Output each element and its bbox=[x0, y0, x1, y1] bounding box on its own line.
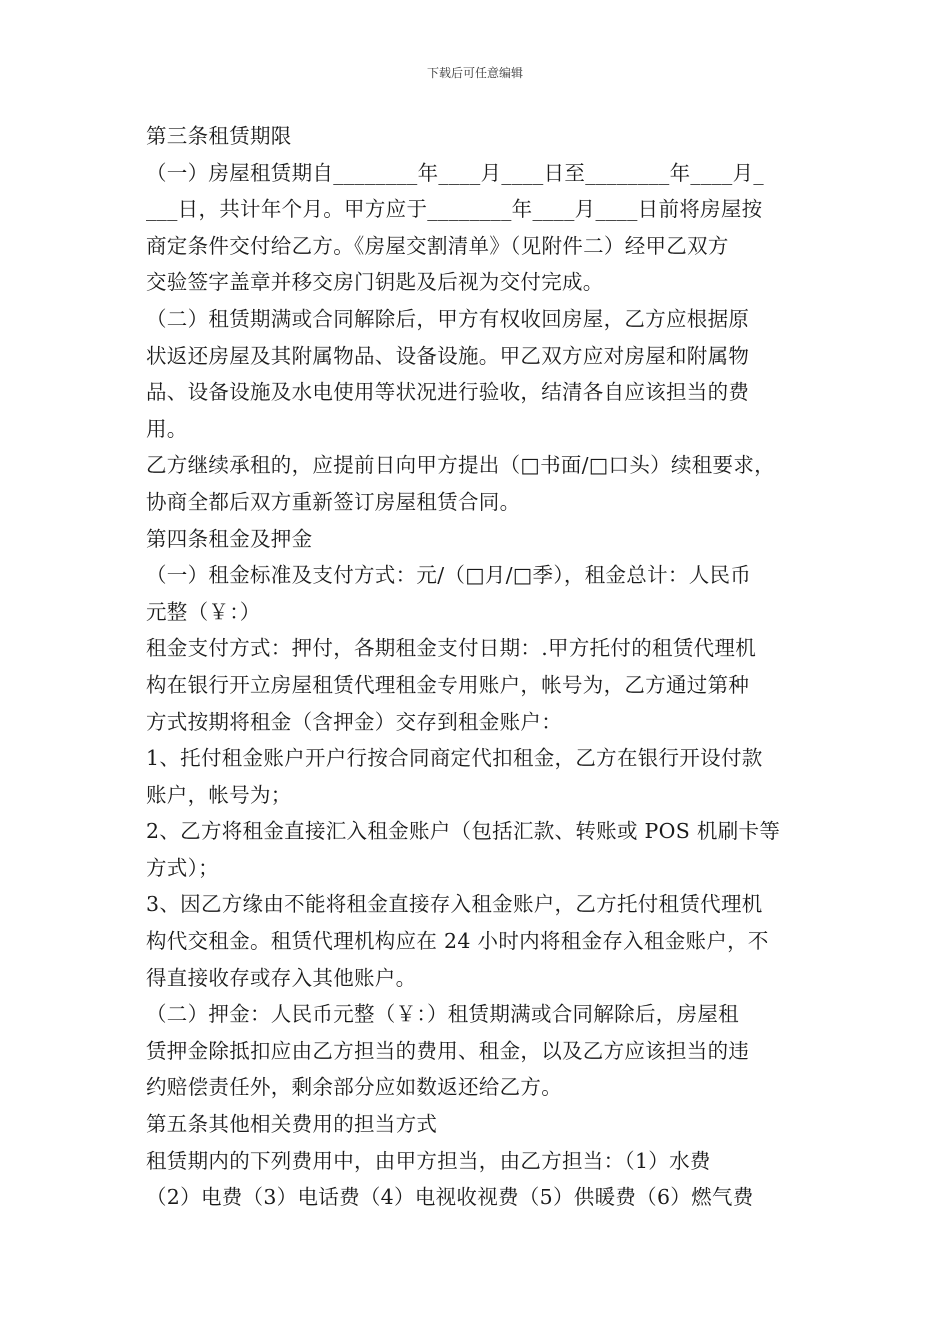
page-header: 下载后可任意编辑 bbox=[426, 66, 523, 80]
contract-body bbox=[146, 118, 826, 1216]
section-heading-article-5: 第五条其他相关费用的担当方式 bbox=[146, 1112, 438, 1137]
paragraph-line: 品、设备设施及水电使用等状况进行验收，结清各自应该担当的费 bbox=[146, 380, 750, 405]
paragraph-line: ___日，共计年个月。甲方应于________年____月____日前将房屋按 bbox=[146, 197, 763, 222]
list-item-line: 得直接收存或存入其他账户。 bbox=[146, 965, 417, 990]
paragraph-line: 元整（￥：） bbox=[146, 599, 261, 624]
paragraph-line: 约赔偿责任外，剩余部分应如数返还给乙方。 bbox=[146, 1075, 562, 1100]
paragraph-line: 用。 bbox=[146, 416, 188, 441]
paragraph-line: （二）押金：人民币元整（￥：）租赁期满或合同解除后，房屋租 bbox=[146, 1002, 739, 1027]
paragraph-line: （一）房屋租赁期自________年____月____日至________年____月_ bbox=[146, 160, 764, 185]
paragraph-line: 租金支付方式：押付，各期租金支付日期：.甲方托付的租赁代理机 bbox=[146, 636, 757, 661]
list-item-line: 2、乙方将租金直接汇入租金账户（包括汇款、转账或 POS 机刷卡等 bbox=[146, 819, 781, 844]
paragraph-line: 协商全都后双方重新签订房屋租赁合同。 bbox=[146, 489, 521, 514]
paragraph-line: 交验签字盖章并移交房门钥匙及后视为交付完成。 bbox=[146, 270, 604, 295]
paragraph-line: （二）租赁期满或合同解除后，甲方有权收回房屋，乙方应根据原 bbox=[146, 306, 750, 331]
list-item-line: 3、因乙方缘由不能将租金直接存入租金账户，乙方托付租赁代理机 bbox=[146, 892, 763, 917]
list-item-line: 构代交租金。租赁代理机构应在 24 小时内将租金存入租金账户，不 bbox=[146, 929, 769, 954]
paragraph-line: 赁押金除抵扣应由乙方担当的费用、租金，以及乙方应该担当的违 bbox=[146, 1038, 750, 1063]
section-heading-article-4: 第四条租金及押金 bbox=[146, 526, 313, 551]
paragraph-line: （2）电费（3）电话费（4）电视收视费（5）供暖费（6）燃气费 bbox=[146, 1185, 754, 1210]
section-heading-article-3: 第三条租赁期限 bbox=[146, 124, 292, 148]
list-item-line: 账户，帐号为； bbox=[146, 782, 292, 807]
paragraph-line: 状返还房屋及其附属物品、设备设施。甲乙双方应对房屋和附属物 bbox=[146, 343, 750, 368]
paragraph-line: 方式按期将租金（含押金）交存到租金账户： bbox=[146, 709, 562, 734]
list-item-line: 方式）； bbox=[146, 855, 219, 880]
paragraph-line: （一）租金标准及支付方式：元/（□月/□季），租金总计：人民币 bbox=[146, 563, 752, 588]
list-item-line: 1、托付租金账户开户行按合同商定代扣租金，乙方在银行开设付款 bbox=[146, 746, 763, 771]
paragraph-line: 租赁期内的下列费用中，由甲方担当，由乙方担当：（1）水费 bbox=[146, 1148, 711, 1173]
paragraph-line: 乙方继续承租的，应提前日向甲方提出（□书面/□口头）续租要求， bbox=[146, 453, 775, 478]
paragraph-line: 构在银行开立房屋租赁代理租金专用账户，帐号为，乙方通过第种 bbox=[146, 672, 750, 697]
paragraph-line: 商定条件交付给乙方。《房屋交割清单》（见附件二）经甲乙双方 bbox=[146, 233, 729, 258]
